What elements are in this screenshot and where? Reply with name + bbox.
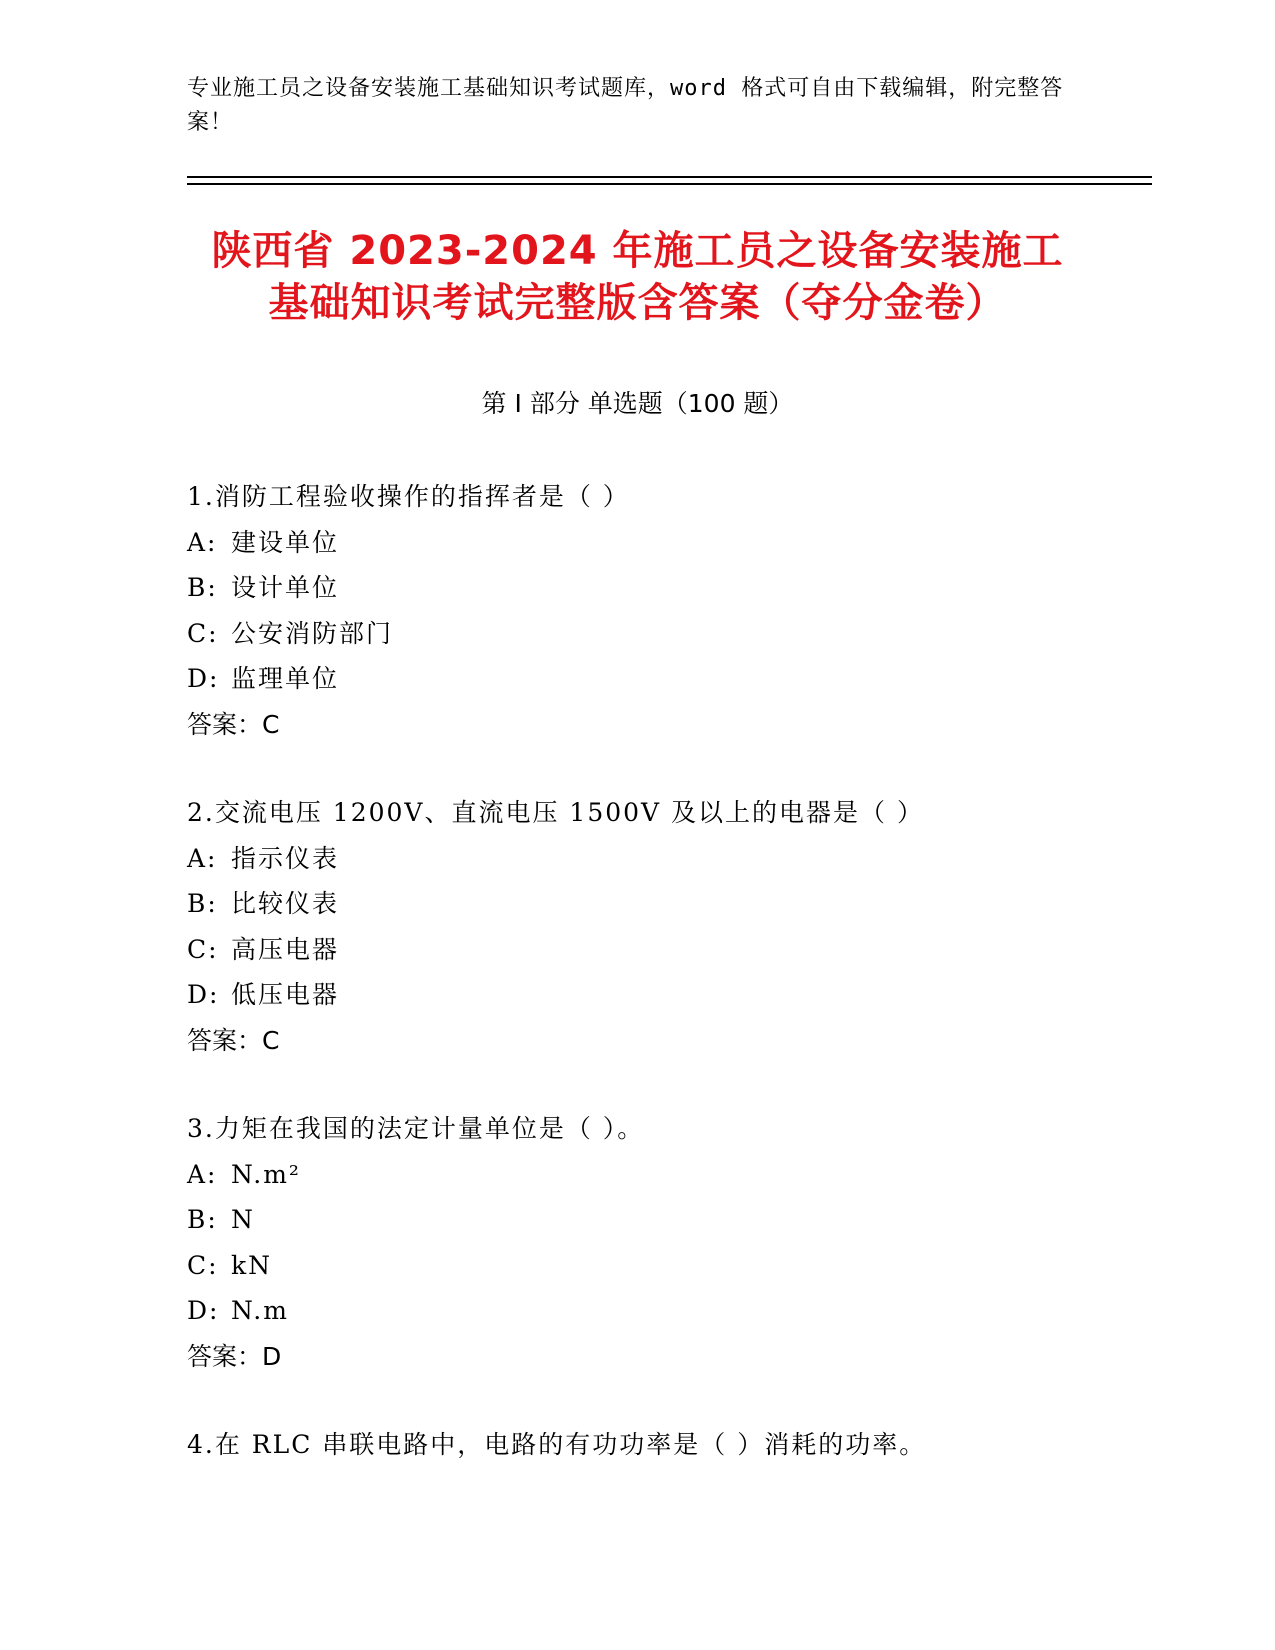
answer-line: 答案：C [187, 1025, 280, 1055]
title-line-2: 基础知识考试完整版含答案（夺分金卷） [268, 280, 1007, 326]
question-stem: 1.消防工程验收操作的指挥者是（ ） [187, 482, 630, 511]
option-text: 公安消防部门 [231, 618, 394, 648]
question-3 [187, 1106, 1137, 1379]
header-note: 专业施工员之设备安装施工基础知识考试题库，word 格式可自由下载编辑，附完整答案！ [187, 76, 1064, 135]
section-heading: 第 I 部分 单选题（100 题） [481, 389, 794, 418]
option-label: D: [187, 1296, 220, 1325]
option-c [187, 1243, 1137, 1289]
option-label: B: [187, 1205, 218, 1234]
question-stem: 2.交流电压 1200V、直流电压 1500V 及以上的电器是（ ） [187, 798, 924, 827]
option-b [187, 1197, 1137, 1243]
option-text: 监理单位 [231, 664, 340, 693]
option-b [187, 881, 1137, 927]
option-text: N.m [231, 1296, 289, 1325]
option-d [187, 972, 1137, 1018]
option-label: D: [187, 980, 220, 1009]
option-text: 比较仪表 [231, 889, 340, 918]
question-2 [187, 790, 1137, 1063]
option-a [187, 836, 1137, 882]
header-rule-top [187, 176, 1152, 178]
option-text: 建设单位 [231, 527, 340, 557]
option-label: C: [187, 618, 219, 648]
option-d [187, 656, 1137, 702]
document-title [150, 225, 1125, 329]
option-c [187, 611, 1137, 657]
answer-line: 答案：C [187, 709, 280, 739]
option-label: C: [187, 934, 219, 964]
option-label: B: [187, 573, 218, 602]
option-text: 指示仪表 [231, 843, 340, 873]
option-a [187, 1152, 1137, 1198]
answer-line: 答案：D [187, 1341, 282, 1371]
option-text: N [231, 1205, 255, 1234]
option-label: A: [187, 527, 218, 557]
option-label: B: [187, 889, 218, 918]
question-stem: 4.在 RLC 串联电路中，电路的有功功率是（ ）消耗的功率。 [187, 1430, 927, 1459]
option-text: N.m² [231, 1159, 301, 1189]
option-text: 设计单位 [231, 573, 340, 602]
option-text: 低压电器 [231, 980, 340, 1009]
question-4 [187, 1422, 1137, 1468]
option-text: 高压电器 [231, 934, 340, 964]
option-d [187, 1288, 1137, 1334]
option-label: A: [187, 843, 218, 873]
question-1 [187, 474, 1137, 747]
option-text: kN [231, 1250, 273, 1280]
option-c [187, 927, 1137, 973]
header-rule-bottom [187, 183, 1152, 185]
option-b [187, 565, 1137, 611]
option-a [187, 520, 1137, 566]
option-label: A: [187, 1159, 218, 1189]
question-stem: 3.力矩在我国的法定计量单位是（ ）。 [187, 1114, 645, 1143]
title-line-1: 陕西省 2023-2024 年施工员之设备安装施工 [211, 228, 1064, 274]
option-label: D: [187, 664, 220, 693]
question-list [187, 474, 1137, 1511]
option-label: C: [187, 1250, 219, 1280]
